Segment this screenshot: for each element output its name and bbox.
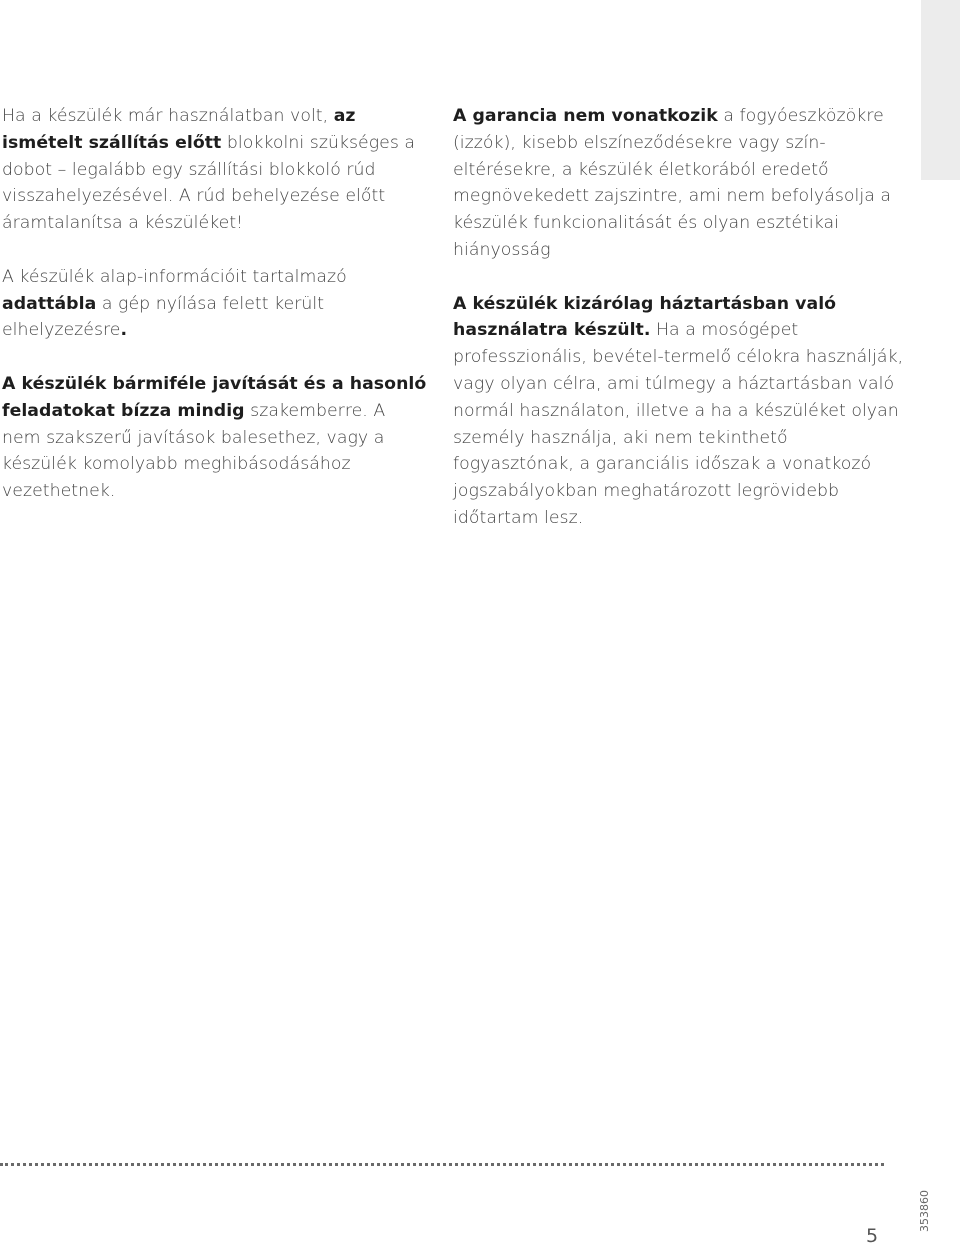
text-run: A készülék alap-információit tartalmazó: [2, 266, 347, 287]
bold-text-run: az ismételt szállítás előtt: [2, 106, 356, 153]
text-run: szakemberre. A nem szakszerű javítások balesethez, vagy a készülék komolyabb meghibásodásához vezethetnek.: [2, 400, 386, 502]
paragraph-repairs: [2, 371, 427, 505]
right-text-column: [453, 103, 908, 559]
left-text-column: [2, 103, 427, 532]
side-tab-marker: [921, 0, 960, 180]
page-number: 5: [866, 1225, 879, 1247]
footer-dotted-divider: [0, 1163, 884, 1166]
bold-text-run: adattábla: [2, 293, 97, 314]
bold-text-run: .: [120, 320, 128, 341]
text-run: Ha a mosógépet professzionális, bevétel-termelő célokra használják, vagy olyan célra, ami túlmegy a háztartásban való normál használaton, illetve a ha a készüléket olyan személy használja, aki nem tekinthető fogyasztónak, a garanciális időszak a vonatkozó jogszabályokban meghatározott legrövidebb időtartam lesz.: [453, 320, 904, 528]
text-run: Ha a készülék már használatban volt,: [2, 106, 334, 126]
paragraph-warranty-exclusions: [453, 103, 908, 264]
paragraph-rating-plate: [2, 264, 427, 344]
text-run: blokkolni szükséges a dobot – legalább egy szállítási blokkoló rúd visszahelyezésével. A rúd behelyezése előtt áramtalanítsa a készüléket!: [2, 132, 416, 234]
text-run: a gép nyílása felett került elhelyzezésre: [2, 293, 325, 341]
document-code: 353860: [918, 1190, 931, 1232]
paragraph-household-use: [453, 291, 908, 532]
bold-text-run: A készülék bármiféle javítását és a hasonló feladatokat bízza mindig: [2, 373, 427, 421]
bold-text-run: A készülék kizárólag háztartásban való használatra készült.: [453, 293, 837, 341]
paragraph-transport-lock: [2, 103, 427, 237]
bold-text-run: A garancia nem vonatkozik: [453, 106, 718, 126]
text-run: a fogyóeszközökre (izzók), kisebb elszíneződésekre vagy szín-eltérésekre, a készülék életkorából eredető megnövekedett zajszintre, ami nem befolyásolja a készülék funkcionalitását és olyan esztétikai hiányosság: [453, 106, 892, 260]
